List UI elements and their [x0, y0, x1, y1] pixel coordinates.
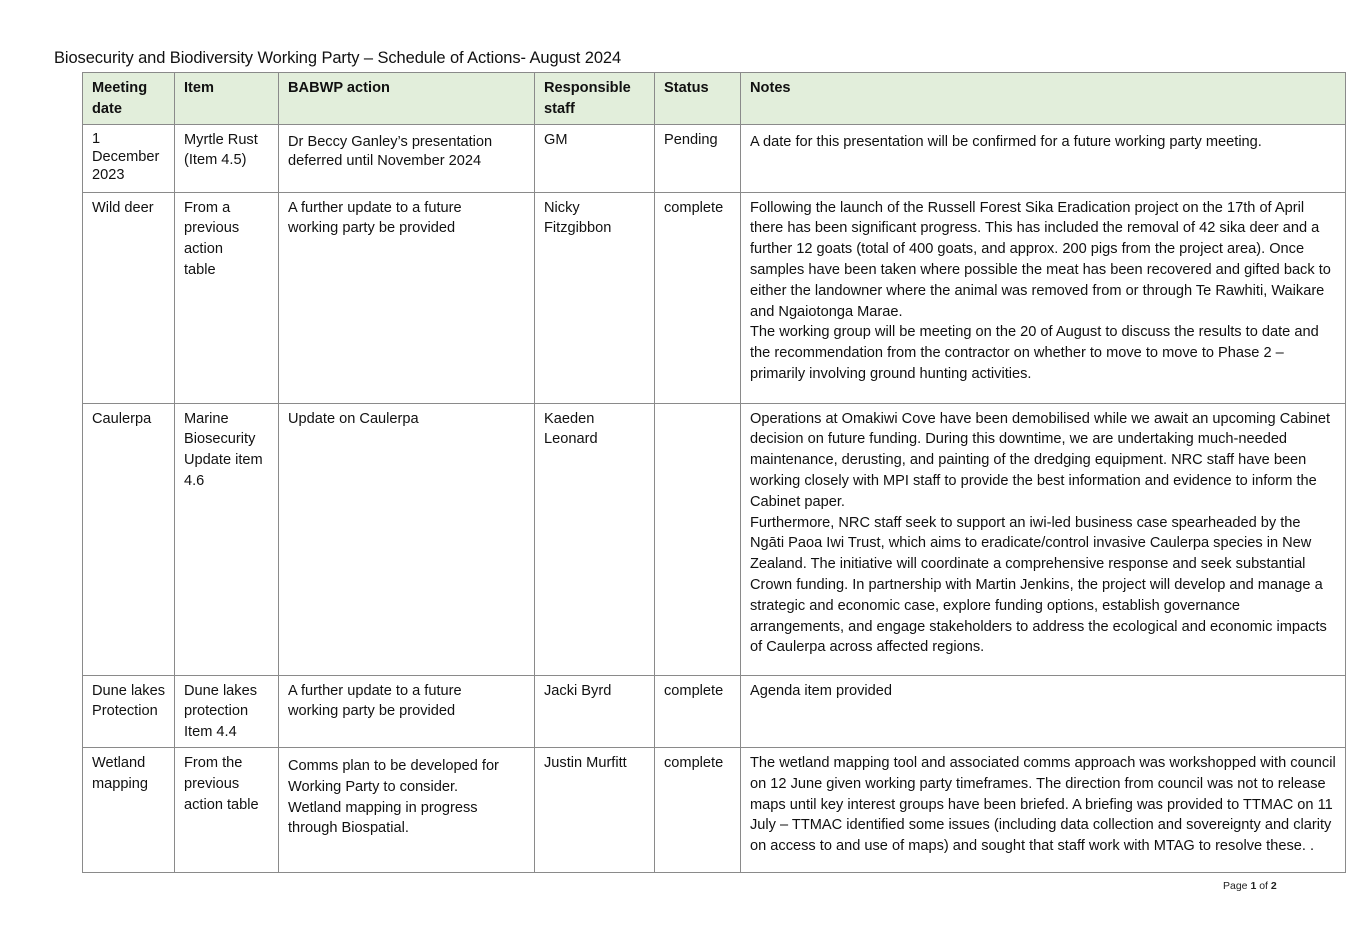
header-responsible-staff: Responsible staff	[535, 73, 655, 125]
cell-meeting-date: Caulerpa	[83, 403, 175, 675]
page-number: Page 1 of 2	[1223, 880, 1277, 892]
cell-action: A further update to a future working party be provided	[279, 675, 535, 747]
table-row	[83, 747, 1346, 872]
cell-status: Pending	[655, 124, 741, 192]
schedule-of-actions-table	[82, 72, 1346, 873]
cell-item: From a previous action table	[175, 192, 279, 403]
header-meeting-date: Meeting date	[83, 73, 175, 125]
cell-action: Dr Beccy Ganley’s presentation deferred until November 2024	[279, 124, 535, 192]
cell-status: complete	[655, 192, 741, 403]
header-item: Item	[175, 73, 279, 125]
cell-item: Marine Biosecurity Update item 4.6	[175, 403, 279, 675]
cell-notes: The wetland mapping tool and associated comms approach was workshopped with council on 12 June given working party timeframes. The direction from council was not to release maps until key interest groups have been briefed. A briefing was provided to TTMAC on 11 July – TTMAC identified some issues (including data collection and sovereignty and clarity on access to and use of maps) and sought that staff work with MTAG to resolve these. .	[741, 747, 1346, 872]
header-notes: Notes	[741, 73, 1346, 125]
cell-status: complete	[655, 747, 741, 872]
cell-meeting-date: 1 December 2023	[83, 124, 175, 192]
cell-meeting-date: Wetland mapping	[83, 747, 175, 872]
table-header-row	[83, 73, 1346, 125]
cell-item: From the previous action table	[175, 747, 279, 872]
cell-notes: Operations at Omakiwi Cove have been demobilised while we await an upcoming Cabinet decision on future funding. During this downtime, we are undertaking much-needed maintenance, derusting, and painting of the dredging equipment. NRC staff have been working closely with MPI staff to provide the best information and evidence to inform the Cabinet paper. Furthermore, NRC staff seek to support an iwi-led business case spearheaded by the Ngāti Paoa Iwi Trust, which aims to eradicate/control invasive Caulerpa species in New Zealand. The initiative will coordinate a comprehensive response and seek substantial Crown funding. In partnership with Martin Jenkins, the project will develop and manage a strategic and economic case, explore funding options, establish governance arrangements, and engage stakeholders to address the ecological and economic impacts of Caulerpa across affected regions.	[741, 403, 1346, 675]
cell-item: Myrtle Rust (Item 4.5)	[175, 124, 279, 192]
cell-notes: A date for this presentation will be confirmed for a future working party meeting.	[741, 124, 1346, 192]
cell-notes: Following the launch of the Russell Forest Sika Eradication project on the 17th of April there has been significant progress. This has included the removal of 42 sika deer and a further 12 goats (total of 400 goats, and approx. 200 pigs from the project area). Once samples have been taken where possible the meat has been recovered and gifted back to either the landowner where the animal was removed from or through Te Rawhiti, Waikare and Ngaiotonga Marae. The working group will be meeting on the 20 of August to discuss the results to date and the recommendation from the contractor on whether to move to move to Phase 2 – primarily involving ground hunting activities.	[741, 192, 1346, 403]
cell-staff: Nicky Fitzgibbon	[535, 192, 655, 403]
table-row	[83, 675, 1346, 747]
cell-staff: Kaeden Leonard	[535, 403, 655, 675]
table-row	[83, 124, 1346, 192]
header-status: Status	[655, 73, 741, 125]
cell-action: Update on Caulerpa	[279, 403, 535, 675]
cell-staff: Justin Murfitt	[535, 747, 655, 872]
cell-item: Dune lakes protection Item 4.4	[175, 675, 279, 747]
cell-staff: GM	[535, 124, 655, 192]
document-title: Biosecurity and Biodiversity Working Party – Schedule of Actions- August 2024	[54, 49, 622, 67]
cell-staff: Jacki Byrd	[535, 675, 655, 747]
table-row	[83, 403, 1346, 675]
cell-meeting-date: Dune lakes Protection	[83, 675, 175, 747]
cell-meeting-date: Wild deer	[83, 192, 175, 403]
header-babwp-action: BABWP action	[279, 73, 535, 125]
table-row	[83, 192, 1346, 403]
cell-action: Comms plan to be developed for Working Party to consider. Wetland mapping in progress through Biospatial.	[279, 747, 535, 872]
cell-status: complete	[655, 675, 741, 747]
cell-action: A further update to a future working party be provided	[279, 192, 535, 403]
cell-notes: Agenda item provided	[741, 675, 1346, 747]
cell-status	[655, 403, 741, 675]
